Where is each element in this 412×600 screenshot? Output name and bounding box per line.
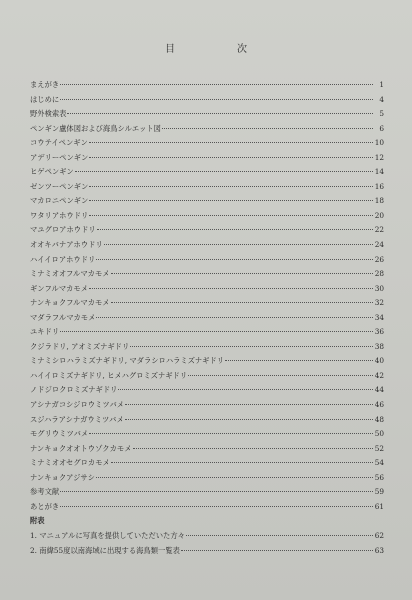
toc-entry-page-number: 22 <box>374 225 384 235</box>
toc-entry <box>30 354 384 369</box>
toc-entry-label: ペンギン盧体図および海鳥シルエット図 <box>30 123 161 133</box>
dot-leader <box>133 448 374 449</box>
toc-entry-label: モグリウミツバメ <box>30 429 89 439</box>
toc-entry <box>30 165 384 180</box>
toc-entry-page-number: 42 <box>374 370 384 380</box>
table-of-contents <box>30 78 384 558</box>
toc-entry-page-number: 50 <box>374 429 384 439</box>
toc-entry-page-number: 5 <box>379 109 384 119</box>
dot-leader <box>75 171 373 172</box>
toc-entry-label: オオキバナアホウドリ <box>30 240 103 250</box>
toc-entry-page-number: 56 <box>374 472 384 482</box>
toc-entry <box>30 325 384 340</box>
toc-entry-label: ナンキョクアジサシ <box>30 472 95 482</box>
toc-entry <box>30 485 384 500</box>
toc-entry-label: 2. 南緯55度以南海域に出現する海鳥類一覧表 <box>30 545 180 555</box>
dot-leader <box>96 317 373 318</box>
toc-entry-label: ミナミオオフルマカモメ <box>30 269 110 279</box>
toc-entry-label: まえがき <box>30 80 60 89</box>
toc-entry-label: ナンキョクフルマカモメ <box>30 298 110 308</box>
toc-entry <box>30 223 384 238</box>
toc-entry-page-number: 46 <box>374 400 384 410</box>
dot-leader <box>96 477 373 478</box>
toc-entry <box>30 267 384 282</box>
toc-entry-page-number: 52 <box>374 443 384 453</box>
dot-leader <box>89 142 373 143</box>
dot-leader <box>104 244 373 245</box>
dot-leader <box>60 506 373 507</box>
toc-entry-label: 1. マニュアルに写真を提供していただいた方々 <box>30 530 185 540</box>
dot-leader <box>118 389 373 390</box>
dot-leader <box>89 215 373 216</box>
toc-entry-page-number: 59 <box>374 487 384 497</box>
toc-entry-label: マユグロアホウドリ <box>30 225 96 235</box>
dot-leader <box>125 419 373 420</box>
toc-entry-page-number: 12 <box>374 152 384 162</box>
toc-entry <box>30 514 384 529</box>
dot-leader <box>181 550 373 551</box>
toc-entry <box>30 471 384 486</box>
toc-entry-page-number: 16 <box>374 181 384 191</box>
toc-entry <box>30 238 384 253</box>
toc-entry-label: ユキドリ <box>30 327 60 337</box>
toc-entry <box>30 93 384 108</box>
toc-entry-page-number: 18 <box>374 196 384 206</box>
toc-entry-page-number: 1 <box>379 80 384 89</box>
toc-entry-label: コウテイペンギン <box>30 138 88 148</box>
toc-entry <box>30 398 384 413</box>
toc-entry <box>30 427 384 442</box>
toc-entry <box>30 136 384 151</box>
toc-entry-label: ギンフルマカモメ <box>30 283 89 293</box>
toc-entry <box>30 296 384 311</box>
toc-entry <box>30 369 384 384</box>
toc-entry <box>30 456 384 471</box>
toc-entry-page-number: 44 <box>374 385 384 395</box>
toc-entry-page-number: 62 <box>374 530 384 540</box>
toc-entry-page-number: 48 <box>374 414 384 424</box>
toc-entry-label: ワタリアホウドリ <box>30 210 89 220</box>
toc-entry-page-number: 20 <box>374 210 384 220</box>
dot-leader <box>60 99 373 100</box>
toc-entry-label: ナンキョクオオトウゾクカモメ <box>30 443 132 453</box>
dot-leader <box>111 462 373 463</box>
toc-entry-label: 参考文献 <box>30 487 60 497</box>
toc-entry-label: スジハラアシナガウミツバメ <box>30 414 124 424</box>
dot-leader <box>186 535 373 536</box>
dot-leader <box>111 302 373 303</box>
dot-leader <box>60 491 373 492</box>
toc-entry <box>30 544 384 559</box>
toc-entry-label: ハイイロアホウドリ <box>30 254 96 264</box>
toc-entry-label: ノドジロクロミズナギドリ <box>30 385 118 395</box>
toc-entry-page-number: 54 <box>374 458 384 468</box>
toc-entry <box>30 442 384 457</box>
toc-entry <box>30 413 384 428</box>
dot-leader <box>60 331 373 332</box>
toc-entry-page-number: 6 <box>379 123 384 133</box>
toc-entry <box>30 383 384 398</box>
toc-entry <box>30 194 384 209</box>
toc-entry <box>30 529 384 544</box>
toc-entry <box>30 253 384 268</box>
toc-entry-page-number: 38 <box>374 341 384 351</box>
toc-entry <box>30 78 384 93</box>
toc-entry-page-number: 14 <box>374 167 384 177</box>
toc-entry-label: ハイイロミズナギドリ, ヒメハグロミズナギドリ <box>30 370 188 380</box>
dot-leader <box>89 200 373 201</box>
dot-leader <box>89 157 373 158</box>
dot-leader <box>97 229 373 230</box>
dot-leader <box>225 360 373 361</box>
dot-leader <box>89 288 373 289</box>
toc-entry <box>30 180 384 195</box>
dot-leader <box>162 128 373 129</box>
toc-entry-label: ゼンツーペンギン <box>30 181 89 191</box>
toc-entry-page-number: 24 <box>374 240 384 250</box>
toc-entry-label: アデリーペンギン <box>30 152 89 162</box>
toc-entry <box>30 311 384 326</box>
toc-entry-label: クジラドリ, アオミズナギドリ <box>30 341 130 351</box>
toc-entry <box>30 209 384 224</box>
dot-leader <box>89 433 373 434</box>
dot-leader <box>96 259 373 260</box>
toc-entry <box>30 122 384 137</box>
toc-entry-page-number: 61 <box>374 501 384 511</box>
toc-entry-label: 野外検索表 <box>30 109 67 119</box>
toc-entry-page-number: 40 <box>374 356 384 366</box>
toc-entry <box>30 151 384 166</box>
toc-entry <box>30 340 384 355</box>
toc-entry-label: あとがき <box>30 501 60 511</box>
toc-entry-label: マカロニペンギン <box>30 196 89 206</box>
toc-entry-label: 附表 <box>30 516 45 526</box>
toc-entry-label: マダラフルマカモメ <box>30 312 96 322</box>
toc-entry-label: ミナミオオセグロカモメ <box>30 458 110 468</box>
dot-leader <box>60 84 373 85</box>
page-title: 目 次 <box>165 44 273 55</box>
toc-entry-label: ミナミシロハラミズナギドリ, マダラシロハラミズナギドリ <box>30 356 225 366</box>
toc-entry-label: ヒゲペンギン <box>30 167 74 177</box>
dot-leader <box>188 375 373 376</box>
toc-entry-page-number: 32 <box>374 298 384 308</box>
dot-leader <box>130 346 373 347</box>
toc-entry <box>30 107 384 122</box>
toc-entry-page-number: 63 <box>374 545 384 555</box>
toc-entry <box>30 282 384 297</box>
toc-entry-page-number: 26 <box>374 254 384 264</box>
toc-entry-page-number: 28 <box>374 269 384 279</box>
toc-entry-page-number: 10 <box>374 138 384 148</box>
dot-leader <box>67 113 373 114</box>
toc-entry-label: アシナガコシジロウミツバメ <box>30 400 125 410</box>
toc-entry-page-number: 30 <box>374 283 384 293</box>
toc-entry <box>30 500 384 515</box>
toc-entry-page-number: 36 <box>374 327 384 337</box>
toc-entry-label: はじめに <box>30 94 60 104</box>
toc-entry-page-number: 4 <box>379 94 384 104</box>
dot-leader <box>111 273 373 274</box>
toc-entry-page-number: 34 <box>374 312 384 322</box>
dot-leader <box>125 404 373 405</box>
dot-leader <box>89 186 373 187</box>
